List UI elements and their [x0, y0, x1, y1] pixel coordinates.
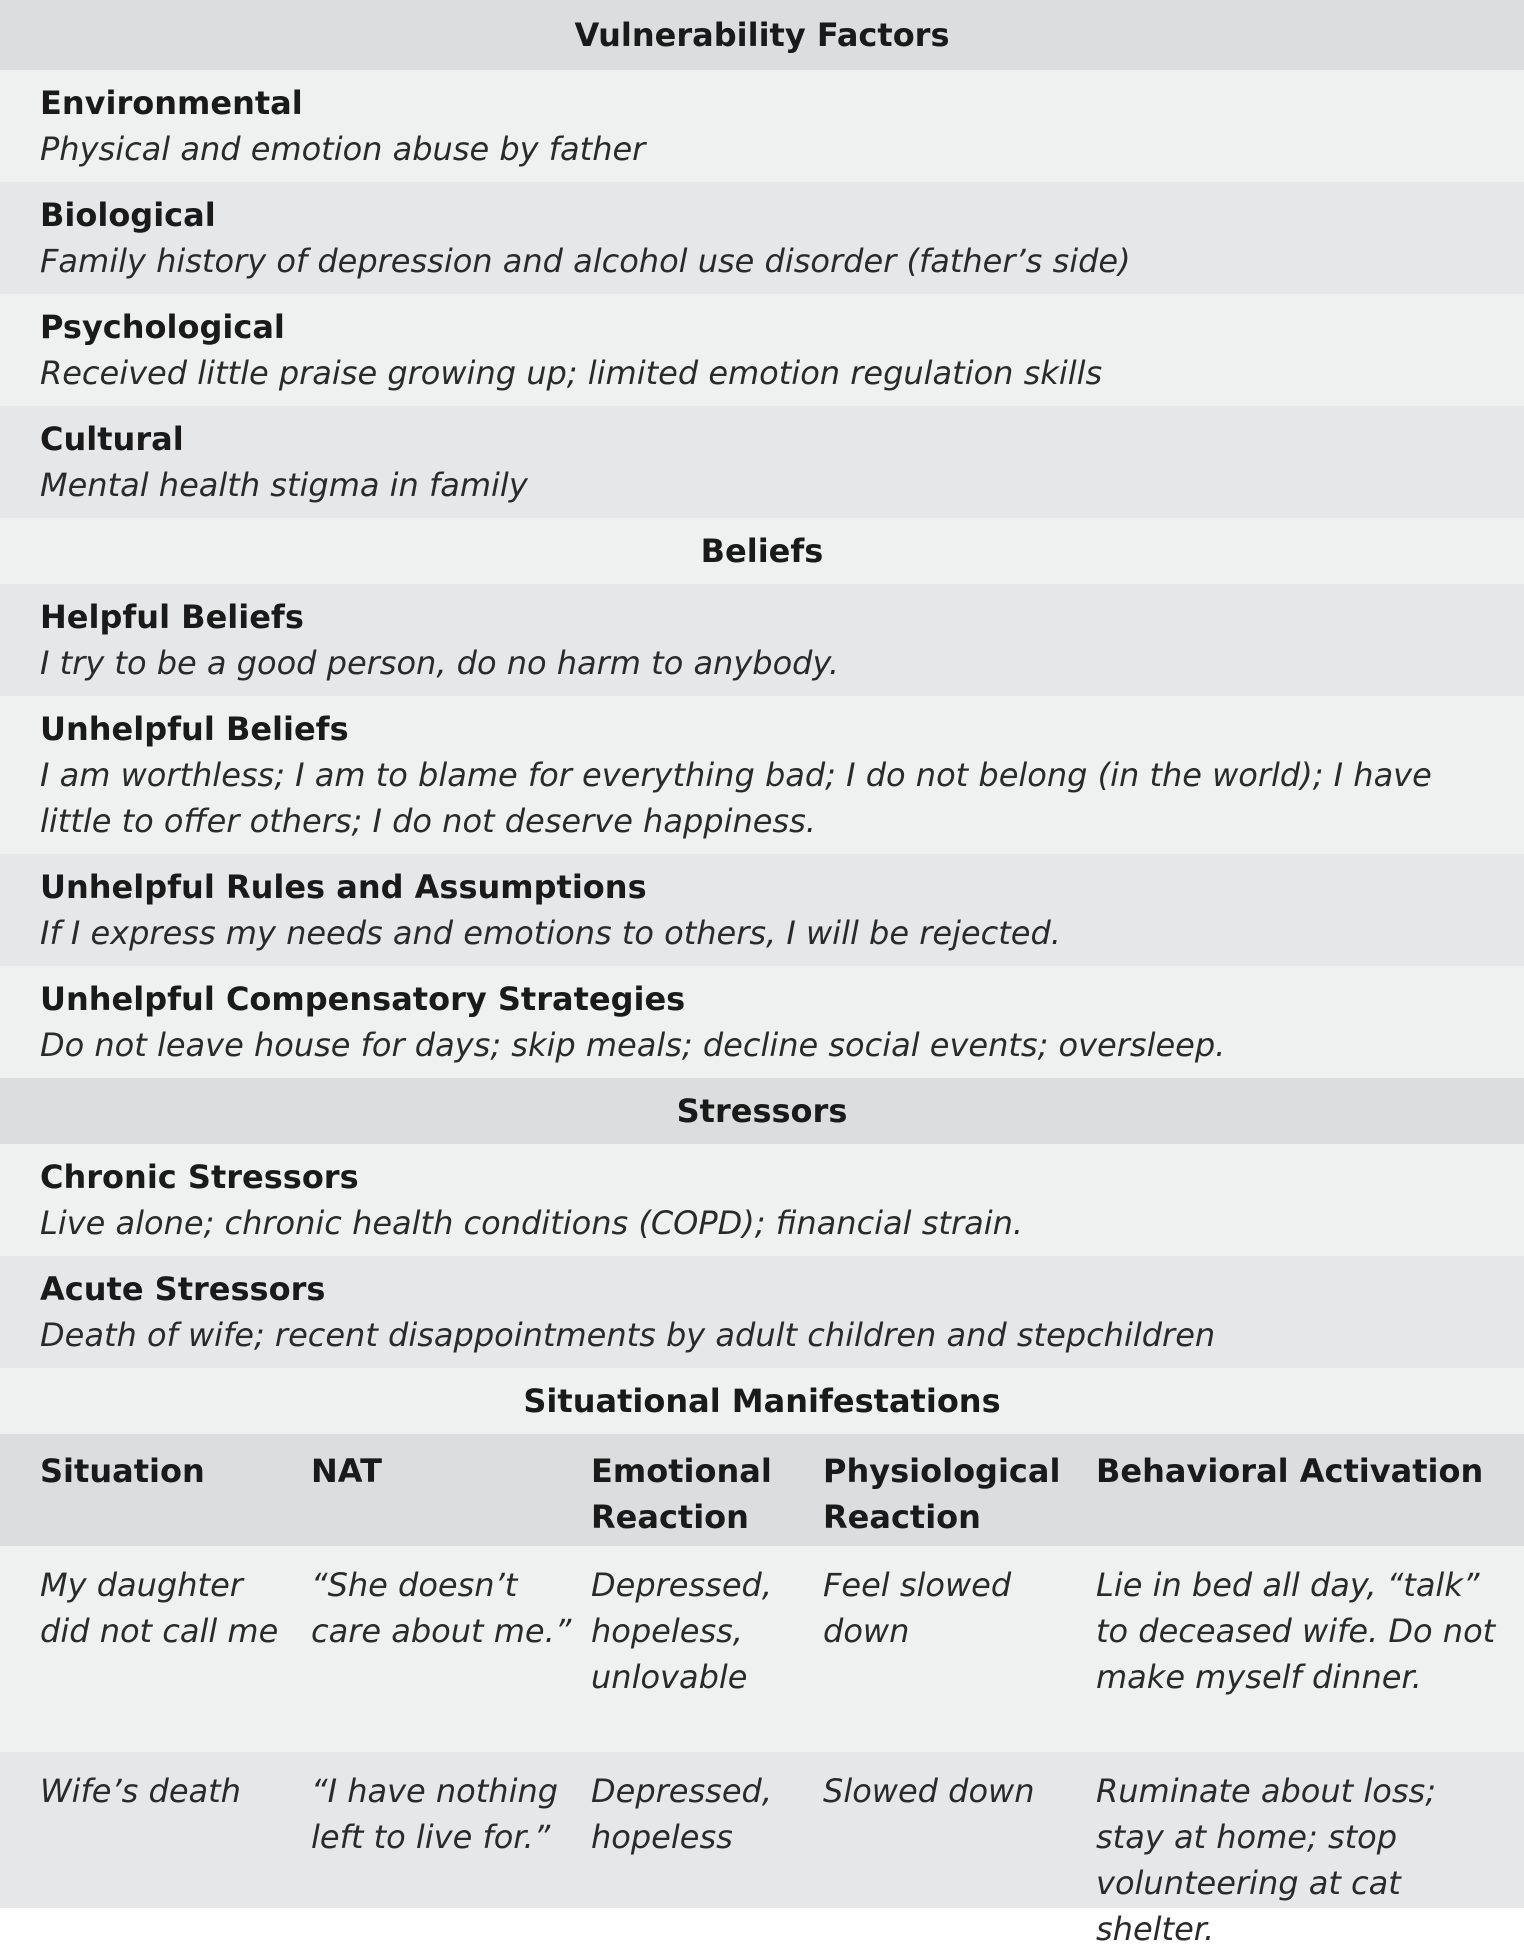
item-text: I try to be a good person, do no harm to anybody. [40, 644, 840, 682]
item-unhelpful-beliefs [0, 696, 1524, 854]
section-title: Beliefs [700, 532, 824, 570]
cell-emotional-reaction: Depressed, hopeless [591, 1772, 772, 1856]
item-heading: Unhelpful Rules and Assumptions [40, 868, 647, 906]
section-title: Vulnerability Factors [574, 16, 950, 54]
table-row [0, 1752, 1524, 1948]
item-text: Do not leave house for days; skip meals; decline social events; oversleep. [40, 1026, 1226, 1064]
item-heading: Biological [40, 196, 216, 234]
item-environmental [0, 70, 1524, 182]
item-helpful-beliefs [0, 584, 1524, 696]
section-header-beliefs [0, 518, 1524, 584]
item-heading: Psychological [40, 308, 285, 346]
cell-behavioral-activation: Lie in bed all day, “talk” to deceased wife. Do not make myself dinner. [1096, 1566, 1496, 1696]
column-header-nat: NAT [311, 1452, 382, 1490]
item-acute-stressors [0, 1256, 1524, 1368]
cell-situation: My daughter did not call me [40, 1566, 279, 1650]
item-text: Physical and emotion abuse by father [40, 130, 646, 168]
column-header-situation: Situation [40, 1452, 205, 1490]
item-cultural [0, 406, 1524, 518]
column-header-emotional-reaction: Emotional Reaction [591, 1452, 772, 1536]
item-text: Family history of depression and alcohol use disorder (father’s side) [40, 242, 1131, 280]
cell-nat: “I have nothing left to live for.” [311, 1772, 559, 1856]
column-header-behavioral-activation: Behavioral Activation [1096, 1452, 1484, 1490]
item-heading: Unhelpful Compensatory Strategies [40, 980, 686, 1018]
cell-nat: “She doesn’t care about me.” [311, 1566, 572, 1650]
item-text: Received little praise growing up; limited emotion regulation skills [40, 354, 1103, 392]
item-text: Mental health stigma in family [40, 466, 528, 504]
item-unhelpful-rules [0, 854, 1524, 966]
column-header-physiological-reaction: Physiological Reaction [823, 1452, 1061, 1536]
cell-physiological-reaction: Slowed down [823, 1772, 1035, 1810]
section-header-stressors [0, 1078, 1524, 1144]
item-heading: Chronic Stressors [40, 1158, 359, 1196]
section-header-situational [0, 1368, 1524, 1434]
item-text: Live alone; chronic health conditions (COPD); financial strain. [40, 1204, 1024, 1242]
section-title: Stressors [676, 1092, 848, 1130]
cell-emotional-reaction: Depressed, hopeless, unlovable [591, 1566, 772, 1696]
item-compensatory-strategies [0, 966, 1524, 1078]
item-psychological [0, 294, 1524, 406]
item-text: I am worthless; I am to blame for everything bad; I do not belong (in the world); I have little to offer others; I do not deserve happiness. [40, 756, 1432, 840]
item-heading: Helpful Beliefs [40, 598, 304, 636]
item-heading: Cultural [40, 420, 184, 458]
section-title: Situational Manifestations [523, 1382, 1001, 1420]
cell-situation: Wife’s death [40, 1772, 241, 1810]
item-chronic-stressors [0, 1144, 1524, 1256]
table-header-row [0, 1434, 1524, 1546]
cell-behavioral-activation: Ruminate about loss; stay at home; stop volunteering at cat shelter. [1096, 1772, 1436, 1948]
item-heading: Unhelpful Beliefs [40, 710, 349, 748]
item-heading: Acute Stressors [40, 1270, 326, 1308]
item-heading: Environmental [40, 84, 303, 122]
cell-physiological-reaction: Feel slowed down [823, 1566, 1012, 1650]
section-header-vulnerability [0, 0, 1524, 70]
item-text: If I express my needs and emotions to others, I will be rejected. [40, 914, 1061, 952]
table-row [0, 1546, 1524, 1752]
item-biological [0, 182, 1524, 294]
item-text: Death of wife; recent disappointments by adult children and stepchildren [40, 1316, 1216, 1354]
